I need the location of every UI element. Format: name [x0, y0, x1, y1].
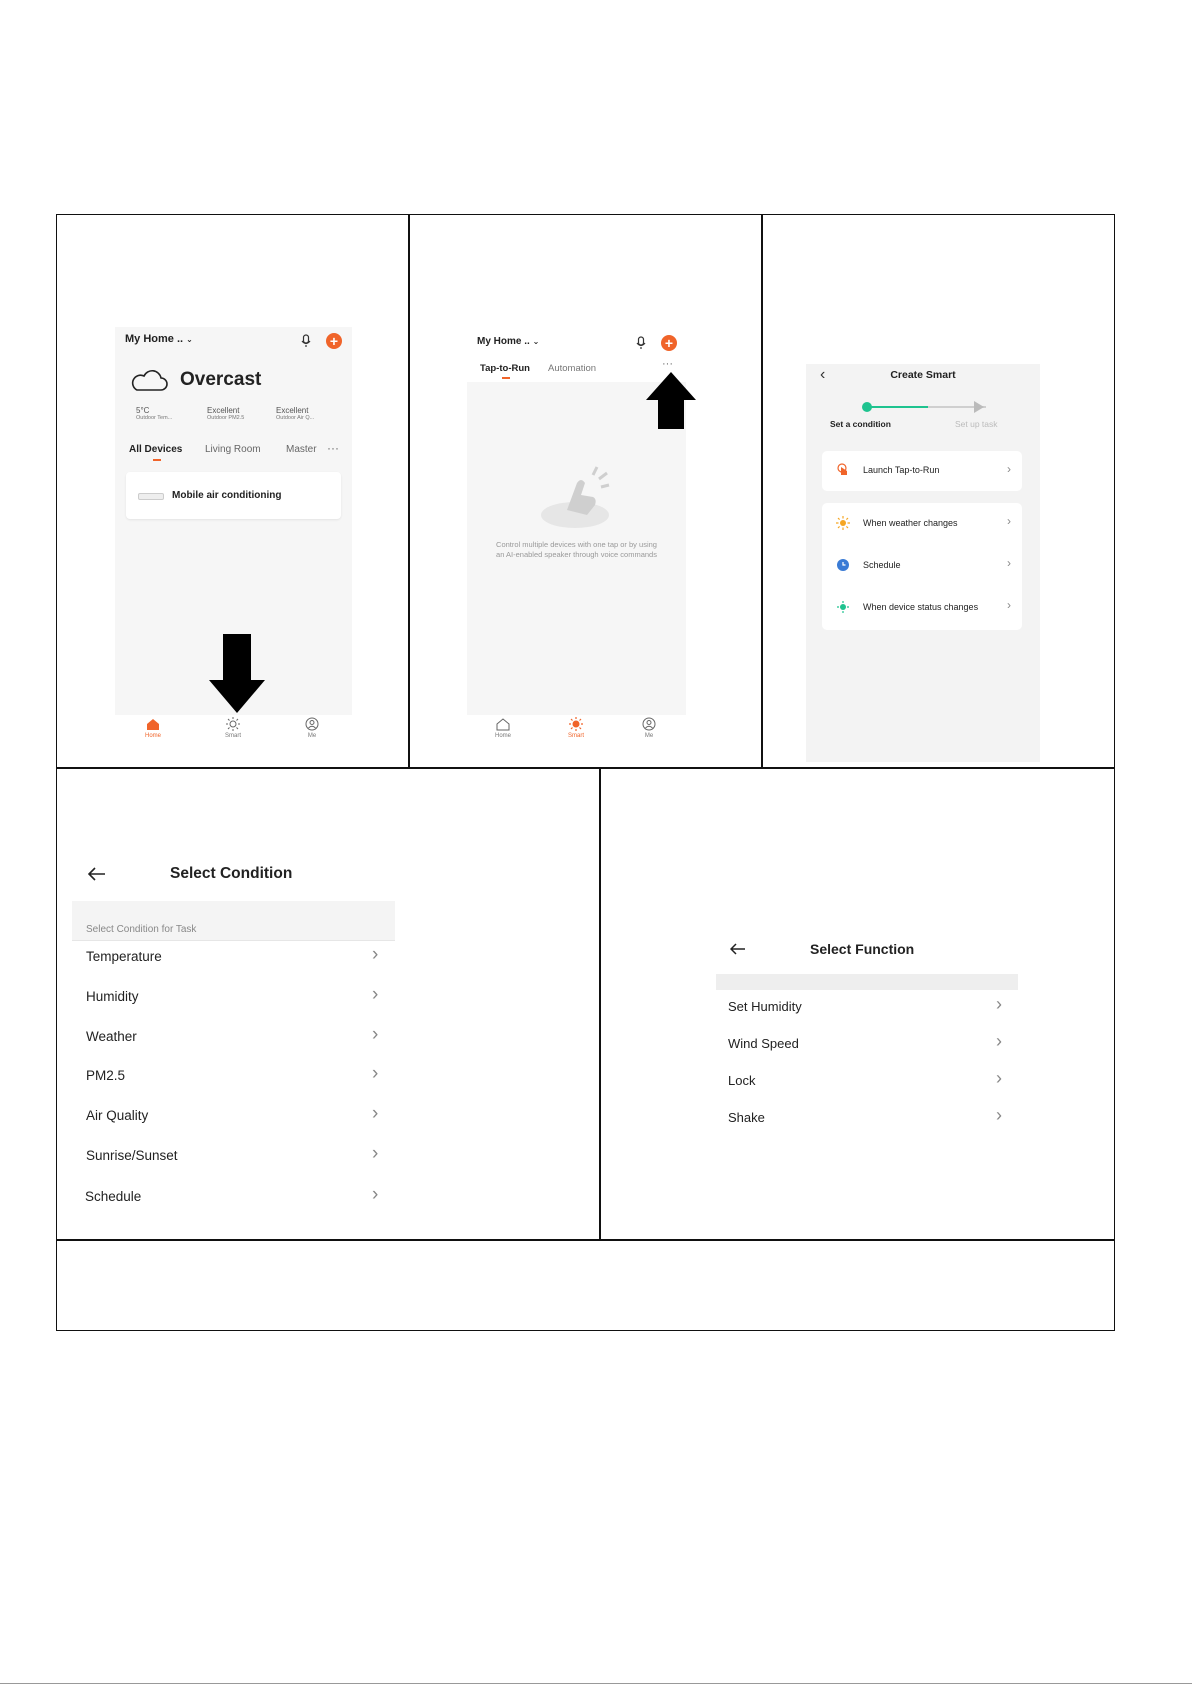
condition-label: Air Quality [86, 1108, 149, 1123]
bottom-nav-2 [467, 715, 686, 743]
hand-tap-icon [836, 463, 850, 479]
launch-card[interactable] [822, 451, 1022, 491]
weather-row[interactable] [822, 503, 1022, 545]
bottom-nav-1 [115, 715, 352, 743]
tab-underline [502, 377, 510, 379]
home-icon[interactable] [496, 718, 510, 731]
chevron-down-icon[interactable]: ⌄ [532, 337, 540, 346]
sun-icon [836, 516, 850, 530]
arrow-right-icon [974, 401, 984, 413]
chevron-right-icon: › [372, 1184, 379, 1205]
select-condition-title: Select Condition [170, 865, 293, 882]
device-status-row[interactable] [822, 587, 1022, 629]
schedule-row[interactable] [822, 545, 1022, 587]
empty-state-text-1: Control multiple devices with one tap or by using [496, 540, 657, 549]
conditions-card [822, 503, 1022, 630]
function-wind-speed[interactable] [716, 1031, 1018, 1064]
nav-label-home[interactable]: Home [144, 733, 161, 739]
nav-label-smart[interactable]: Smart [224, 733, 241, 739]
chevron-right-icon: › [372, 984, 379, 1005]
chevron-down-icon[interactable]: ⌄ [186, 335, 193, 344]
home-title-2[interactable]: My Home .. [477, 336, 530, 347]
chevron-right-icon: › [996, 994, 1002, 1014]
condition-schedule[interactable] [72, 1184, 395, 1221]
stat-1: 5°C Outdoor Tem... [136, 406, 173, 421]
home-title[interactable]: My Home .. [125, 333, 184, 345]
select-function-title: Select Function [810, 941, 915, 957]
down-arrow-annotation [207, 634, 267, 714]
condition-weather[interactable] [72, 1024, 395, 1061]
page-bottom-rule [0, 1683, 1192, 1684]
chevron-right-icon: › [372, 1063, 379, 1084]
condition-pm25[interactable] [72, 1063, 395, 1100]
tab-tap-to-run[interactable]: Tap-to-Run [480, 363, 530, 374]
air-conditioner-icon [138, 493, 164, 500]
function-lock[interactable] [716, 1068, 1018, 1101]
stat-3: Excellent Outdoor Air Q... [276, 406, 315, 421]
tab-underline [153, 459, 161, 461]
step-1-label: Set a condition [830, 419, 891, 429]
chevron-right-icon: › [372, 1143, 379, 1164]
create-smart-screen [806, 364, 1040, 762]
chevron-right-icon: › [1007, 514, 1011, 528]
me-icon[interactable] [305, 717, 319, 731]
up-arrow-annotation [645, 372, 697, 430]
tab-master[interactable]: Master [286, 444, 317, 455]
add-button[interactable]: + [326, 333, 342, 349]
tab-automation[interactable]: Automation [548, 363, 597, 374]
chevron-right-icon: › [1007, 462, 1011, 476]
chevron-right-icon: › [1007, 556, 1011, 570]
chevron-right-icon: › [1007, 598, 1011, 612]
tap-hand-illustration [537, 465, 617, 530]
function-shake[interactable] [716, 1105, 1018, 1138]
section-header [716, 974, 1018, 990]
tab-living-room[interactable]: Living Room [205, 444, 261, 455]
back-icon[interactable]: ‹ [820, 366, 826, 383]
home-icon[interactable] [146, 718, 160, 731]
schedule-label: Schedule [863, 560, 901, 570]
select-function-screen [716, 935, 1018, 1135]
nav-label-home[interactable]: Home [494, 733, 511, 739]
panel-frame-footer [56, 1239, 1115, 1331]
section-header-label: Select Condition for Task [86, 924, 197, 935]
condition-label: Temperature [86, 949, 162, 964]
device-status-icon [836, 600, 850, 614]
section-header [72, 901, 395, 941]
weather-changes-label: When weather changes [863, 518, 958, 528]
add-button[interactable]: + [661, 335, 677, 351]
function-label: Set Humidity [728, 999, 802, 1014]
chevron-right-icon: › [996, 1105, 1002, 1125]
cloud-icon [129, 369, 169, 393]
device-name: Mobile air conditioning [172, 490, 282, 501]
tab-all-devices[interactable]: All Devices [129, 444, 183, 455]
step-dot [862, 402, 872, 412]
condition-label: Schedule [85, 1189, 142, 1204]
device-status-label: When device status changes [863, 602, 979, 612]
smart-sun-icon[interactable] [569, 717, 583, 731]
create-smart-title: Create Smart [890, 369, 956, 381]
smart-sun-icon[interactable] [226, 717, 240, 731]
function-set-humidity[interactable] [716, 994, 1018, 1027]
function-label: Wind Speed [728, 1036, 799, 1051]
empty-state-text-2: an AI-enabled speaker through voice commands [496, 550, 657, 559]
stat-2: Excellent Outdoor PM2.5 [207, 406, 245, 421]
back-arrow-icon[interactable] [730, 943, 746, 955]
me-icon[interactable] [642, 717, 656, 731]
weather-text: Overcast [180, 369, 262, 390]
step-2-label: Set up task [955, 419, 998, 429]
back-arrow-icon[interactable] [88, 867, 106, 881]
select-condition-screen [72, 855, 395, 1225]
condition-humidity[interactable] [72, 984, 395, 1021]
chevron-right-icon: › [996, 1031, 1002, 1051]
condition-label: Sunrise/Sunset [86, 1148, 178, 1163]
nav-label-me[interactable]: Me [644, 733, 654, 739]
nav-label-me[interactable]: Me [307, 733, 317, 739]
nav-label-smart[interactable]: Smart [567, 733, 584, 739]
condition-label: Humidity [86, 989, 139, 1004]
condition-air-quality[interactable] [72, 1103, 395, 1140]
condition-sunrise-sunset[interactable] [72, 1143, 395, 1180]
condition-temperature[interactable] [72, 944, 395, 981]
microphone-icon[interactable] [635, 336, 647, 350]
condition-label: Weather [86, 1029, 137, 1044]
condition-label: PM2.5 [86, 1068, 126, 1083]
chevron-right-icon: › [372, 944, 379, 965]
more-icon[interactable]: ··· [662, 358, 673, 370]
chevron-right-icon: › [372, 1103, 379, 1124]
microphone-icon[interactable] [300, 334, 312, 348]
chevron-right-icon: › [372, 1024, 379, 1045]
function-label: Lock [728, 1073, 756, 1088]
device-card[interactable] [126, 472, 341, 519]
launch-tap-to-run-label: Launch Tap-to-Run [863, 465, 940, 475]
clock-icon [837, 559, 849, 571]
more-icon[interactable]: ··· [327, 441, 339, 455]
function-label: Shake [728, 1110, 765, 1125]
chevron-right-icon: › [996, 1068, 1002, 1088]
